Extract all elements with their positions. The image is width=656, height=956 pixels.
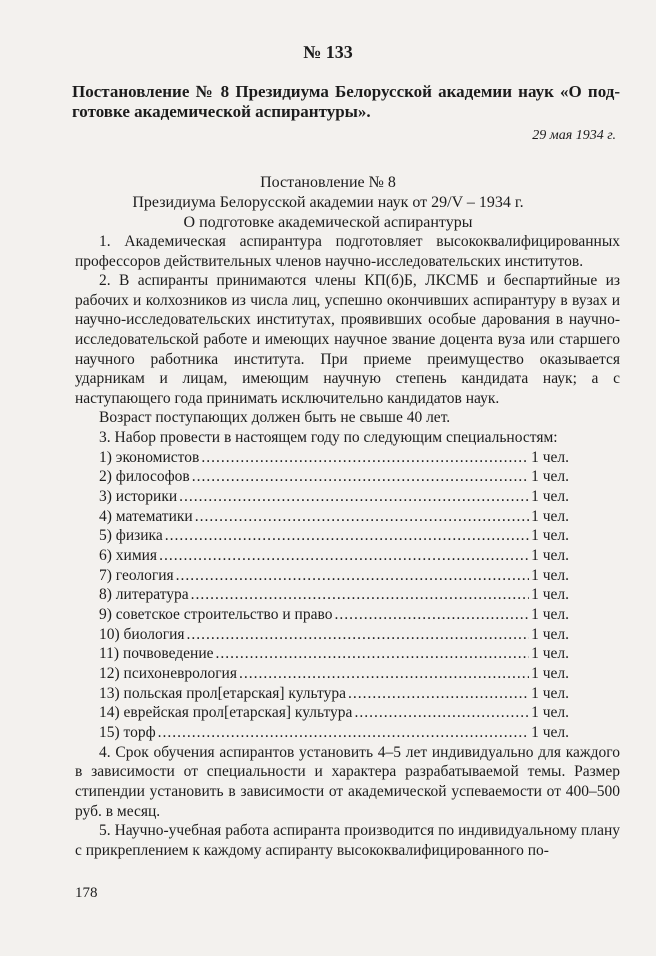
document-heading: Постановление № 8 Президиума Белорусской академии наук «О подготовке академической аспирантуры». (72, 82, 620, 121)
specialty-item (75, 703, 569, 723)
specialty-name: 11) почвоведение (99, 645, 214, 663)
leader-dots (179, 487, 529, 507)
paragraph-5: 5. Научно-учебная работа аспиранта производится по индивидуальному плану с прикреплением к каждому аспиранту высококвалифицированного по- (75, 822, 620, 859)
specialty-name: 15) торф (99, 724, 156, 742)
document-number: № 133 (303, 42, 353, 62)
leader-dots (354, 703, 529, 723)
specialty-name: 5) физика (99, 527, 163, 545)
specialty-name: 12) психоневрология (99, 665, 237, 683)
leader-dots (187, 625, 530, 645)
paragraph-2: 2. В аспиранты принимаются члены КП(б)Б, ЛКСМБ и беспартийные из рабочих и колхозников из числа лиц, успешно окончивших аспирантуру в вузах и научно-исследовательских институтах, проявивших особые дарования в научно-исследовательской работе и имеющих научное звание доцента вуза или старшего научного работника института. При приеме преимущество оказывается ударникам и лицам, имеющим научную степень кандидата наук; а с наступающего года принимать исключительно кандидатов наук. (75, 272, 620, 407)
specialty-count: 1 чел. (531, 684, 569, 702)
specialty-count: 1 чел. (531, 665, 569, 683)
specialty-item (75, 644, 569, 664)
specialty-count: 1 чел. (531, 566, 569, 584)
specialty-item (75, 605, 569, 625)
leader-dots (195, 507, 529, 527)
specialty-count: 1 чел. (531, 448, 569, 466)
specialty-item (75, 664, 569, 684)
specialty-name: 4) математики (99, 507, 193, 525)
page-number: 178 (75, 885, 98, 901)
specialty-name: 1) экономистов (99, 448, 200, 466)
specialty-count: 1 чел. (531, 625, 569, 643)
paragraph-1: 1. Академическая аспирантура подготовляет высококвалифицированных профессоров действительных членов научно-исследовательских институтов. (75, 233, 620, 270)
leader-dots (176, 566, 529, 586)
specialty-item (75, 723, 569, 743)
specialty-count: 1 чел. (531, 487, 569, 505)
specialty-count: 1 чел. (531, 606, 569, 624)
specialty-item (75, 625, 569, 645)
specialty-count: 1 чел. (531, 645, 569, 663)
specialty-name: 2) философов (99, 468, 190, 486)
specialty-name: 10) биология (99, 625, 185, 643)
specialty-item (75, 684, 569, 704)
specialty-item (75, 487, 569, 507)
specialty-item (75, 448, 569, 468)
specialty-count: 1 чел. (531, 546, 569, 564)
leader-dots (191, 585, 529, 605)
specialty-name: 8) литература (99, 586, 189, 604)
paragraph-3: 3. Набор провести в настоящем году по следующим специальностям: (99, 428, 558, 446)
specialty-item (75, 467, 569, 487)
specialty-count: 1 чел. (531, 527, 569, 545)
specialty-count: 1 чел. (531, 724, 569, 742)
age-requirement: Возраст поступающих должен быть не свыше 40 лет. (99, 409, 451, 427)
specialty-name: 13) польская прол[етарская] культура (99, 684, 346, 702)
document-date: 29 мая 1934 г. (532, 128, 616, 143)
leader-dots (334, 605, 529, 625)
specialty-list (75, 448, 620, 743)
specialty-name: 6) химия (99, 546, 158, 564)
paragraph-4: 4. Срок обучения аспирантов установить 4–5 лет индивидуально для каждого в зависимости от специальности и характера разрабатываемой темы. Размер стипендии установить в зависимости от академической успеваемости от 400–500 руб. в месяц. (75, 743, 620, 820)
title-line-2: Президиума Белорусской академии наук от 29/V – 1934 г. (132, 194, 524, 211)
leader-dots (165, 526, 529, 546)
leader-dots (239, 664, 529, 684)
title-line-1: Постановление № 8 (260, 174, 396, 191)
document-body (75, 232, 620, 860)
specialty-name: 7) геология (99, 566, 174, 584)
specialty-count: 1 чел. (531, 468, 569, 486)
specialty-name: 14) еврейская прол[етарская] культура (99, 704, 353, 722)
specialty-count: 1 чел. (531, 507, 569, 525)
leader-dots (159, 546, 529, 566)
specialty-item (75, 526, 569, 546)
specialty-item (75, 585, 569, 605)
specialty-item (75, 507, 569, 527)
leader-dots (216, 644, 530, 664)
leader-dots (348, 684, 529, 704)
specialty-item (75, 546, 569, 566)
leader-dots (192, 467, 529, 487)
specialty-name: 9) советское строительство и право (99, 606, 333, 624)
specialty-count: 1 чел. (531, 704, 569, 722)
leader-dots (158, 723, 529, 743)
specialty-name: 3) историки (99, 487, 178, 505)
leader-dots (201, 448, 529, 468)
title-line-3: О подготовке академической аспирантуры (183, 214, 473, 231)
specialty-count: 1 чел. (531, 586, 569, 604)
specialty-item (75, 566, 569, 586)
